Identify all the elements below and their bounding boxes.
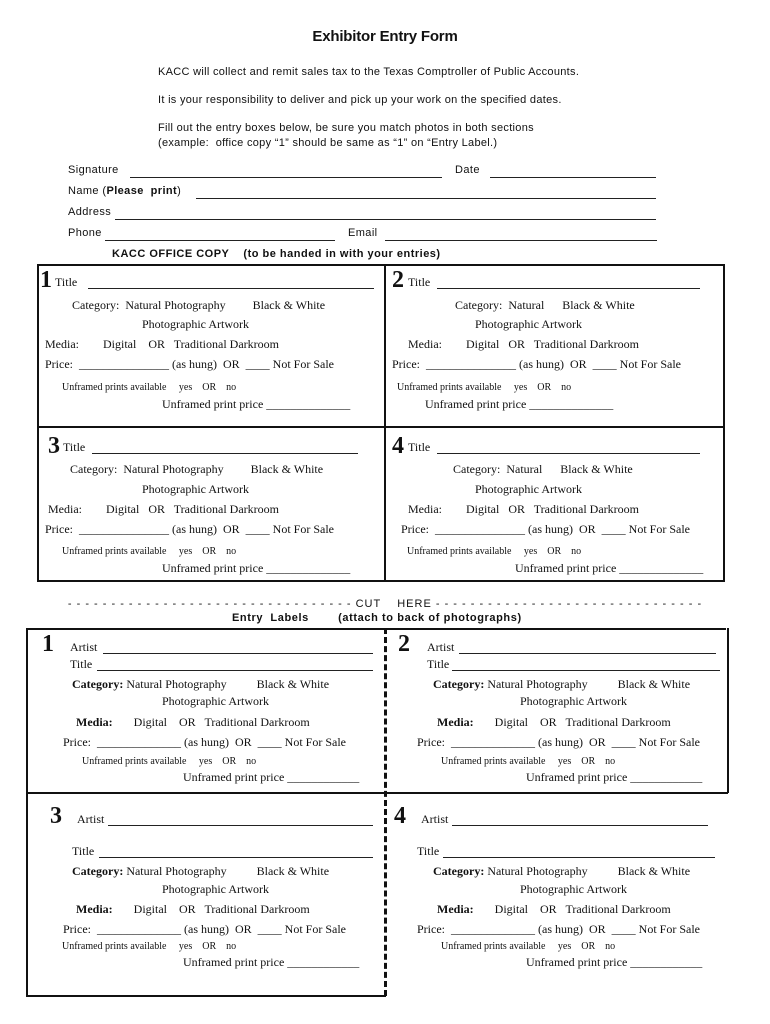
category-line: Category: Natural Photography Black & White [433,677,691,691]
title-field[interactable] [97,670,373,671]
unframed-price: Unframed print price ____________ [526,955,703,969]
address-line[interactable] [115,219,656,220]
cut-here-line: - - - - - - - - - - - - - - - - - - - - - - - - - - - - - - - - - CUT HERE - - - - - - - - - - - - - - - - - - - - - - - - - - - - - - - [67,598,703,610]
unframed-price: Unframed print price ____________ [183,770,360,784]
title-field[interactable] [437,288,700,289]
artwork-option: Photographic Artwork [475,482,582,496]
unframed-price: Unframed print price ______________ [162,397,351,411]
signature-label: Signature [68,164,119,176]
artist-label: Artist [427,640,455,654]
labels-bottom-border [26,995,386,997]
entry-number: 3 [48,433,60,459]
unframed-price: Unframed print price ______________ [425,397,614,411]
category-line: Category: Natural Photography Black & White [70,462,324,476]
media-line: Media: Digital OR Traditional Darkroom [76,715,310,729]
intro-sales-tax: KACC will collect and remit sales tax to the Texas Comptroller of Public Accounts. [158,66,580,78]
media-line: Media: Digital OR Traditional Darkroom [76,902,310,916]
name-label: Name (Please print) [68,185,182,197]
entry-number: 1 [40,267,52,293]
unframed-available: Unframed prints available yes OR no [441,756,616,767]
office-grid-vertical-divider [384,264,386,582]
media-line: Media: Digital OR Traditional Darkroom [45,337,279,351]
unframed-price: Unframed print price ____________ [526,770,703,784]
category-line: Category: Natural Photography Black & White [72,298,326,312]
artist-label: Artist [70,640,98,654]
labels-middle-border [26,792,728,794]
artist-field[interactable] [108,825,373,826]
price-line: Price: ______________ (as hung) OR ____ Not For Sale [417,922,700,936]
category-line: Category: Natural Black & White [453,462,633,476]
labels-right-border [727,628,729,793]
title-label: Title [427,657,450,671]
unframed-available: Unframed prints available yes OR no [82,756,257,767]
title-label: Title [408,440,431,454]
unframed-available: Unframed prints available yes OR no [441,941,616,952]
phone-line[interactable] [105,240,335,241]
name-line[interactable] [196,198,656,199]
media-line: Media: Digital OR Traditional Darkroom [408,502,639,516]
unframed-available: Unframed prints available yes OR no [407,546,582,557]
artist-field[interactable] [103,653,373,654]
entry-number: 4 [392,433,404,459]
title-label: Title [72,844,95,858]
entry-number: 2 [392,267,404,293]
unframed-available: Unframed prints available yes OR no [62,382,237,393]
artwork-option: Photographic Artwork [142,482,249,496]
category-line: Category: Natural Photography Black & White [433,864,691,878]
title-label: Title [417,844,440,858]
category-line: Category: Natural Black & White [455,298,635,312]
office-copy-heading: KACC OFFICE COPY (to be handed in with your entries) [112,248,441,260]
labels-top-border [26,628,726,630]
intro-delivery: It is your responsibility to deliver and pick up your work on the specified dates. [158,94,562,106]
unframed-available: Unframed prints available yes OR no [397,382,572,393]
date-label: Date [455,164,480,176]
intro-example: (example: office copy “1” should be same as “1” on “Entry Label.) [158,137,498,149]
label-number: 3 [50,803,62,829]
title-label: Title [55,275,78,289]
unframed-price: Unframed print price ______________ [515,561,704,575]
phone-label: Phone [68,227,102,239]
artist-field[interactable] [459,653,716,654]
media-line: Media: Digital OR Traditional Darkroom [48,502,279,516]
label-number: 1 [42,631,54,657]
artist-label: Artist [77,812,105,826]
title-field[interactable] [88,288,374,289]
email-line[interactable] [385,240,657,241]
artwork-option: Photographic Artwork [142,317,249,331]
title-field[interactable] [99,857,373,858]
artist-field[interactable] [452,825,708,826]
intro-instructions: Fill out the entry boxes below, be sure you match photos in both sections [158,122,534,134]
unframed-available: Unframed prints available yes OR no [62,546,237,557]
category-line: Category: Natural Photography Black & White [72,864,330,878]
title-field[interactable] [92,453,358,454]
artist-label: Artist [421,812,449,826]
price-line: Price: ______________ (as hung) OR ____ Not For Sale [417,735,700,749]
unframed-available: Unframed prints available yes OR no [62,941,237,952]
media-line: Media: Digital OR Traditional Darkroom [437,902,671,916]
email-label: Email [348,227,378,239]
media-line: Media: Digital OR Traditional Darkroom [408,337,639,351]
label-number: 4 [394,803,406,829]
media-line: Media: Digital OR Traditional Darkroom [437,715,671,729]
artwork-option: Photographic Artwork [162,694,269,708]
office-grid-horizontal-divider [37,426,725,428]
title-field[interactable] [443,857,715,858]
artwork-option: Photographic Artwork [520,882,627,896]
artwork-option: Photographic Artwork [162,882,269,896]
artwork-option: Photographic Artwork [475,317,582,331]
unframed-price: Unframed print price ____________ [183,955,360,969]
date-line[interactable] [490,177,656,178]
price-line: Price: _______________ (as hung) OR ____ Not For Sale [401,522,690,536]
labels-cut-divider [384,628,387,996]
title-label: Title [70,657,93,671]
category-line: Category: Natural Photography Black & White [72,677,330,691]
labels-left-border [26,628,28,996]
form-title: Exhibitor Entry Form [312,28,458,45]
entry-labels-heading: Entry Labels (attach to back of photographs) [232,612,522,624]
title-label: Title [63,440,86,454]
title-label: Title [408,275,431,289]
address-label: Address [68,206,112,218]
price-line: Price: _______________ (as hung) OR ____ Not For Sale [45,522,334,536]
unframed-price: Unframed print price ______________ [162,561,351,575]
title-field[interactable] [437,453,700,454]
price-line: Price: _______________ (as hung) OR ____ Not For Sale [392,357,681,371]
artwork-option: Photographic Artwork [520,694,627,708]
price-line: Price: _______________ (as hung) OR ____ Not For Sale [45,357,334,371]
title-field[interactable] [452,670,720,671]
signature-line[interactable] [130,177,442,178]
price-line: Price: ______________ (as hung) OR ____ Not For Sale [63,922,346,936]
price-line: Price: ______________ (as hung) OR ____ Not For Sale [63,735,346,749]
label-number: 2 [398,631,410,657]
